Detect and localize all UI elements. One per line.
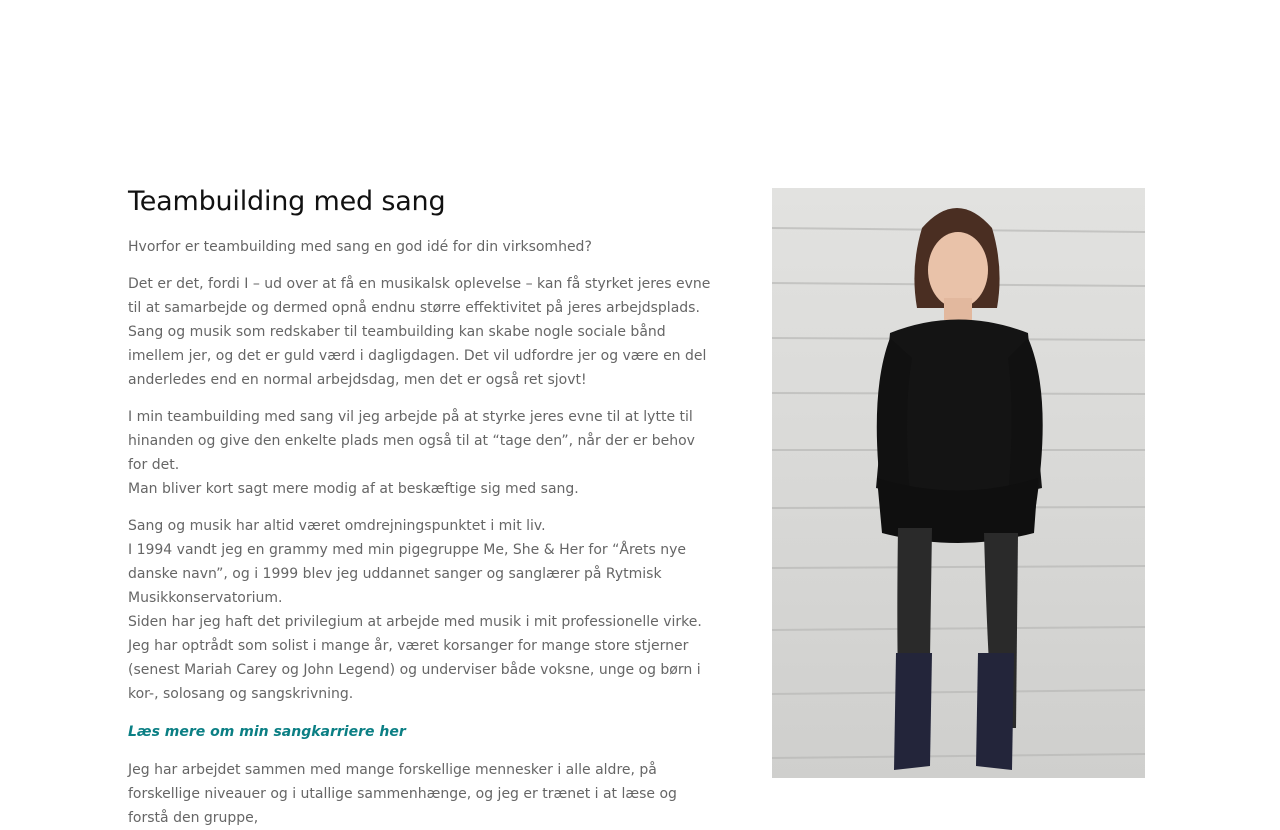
header-area bbox=[0, 0, 1280, 150]
portrait-photo bbox=[772, 188, 1145, 778]
paragraph-text: Sang og musik har altid været omdrejningspunktet i mit liv. bbox=[128, 518, 546, 534]
paragraph-text: Sang og musik som redskaber til teambuilding kan skabe nogle sociale bånd imellem jer, og det er guld værd i dagligdagen. Det vil udfordre jer og være en del anderledes end en normal arbejdsdag, men det er også ret sjovt! bbox=[128, 324, 707, 388]
paragraph-benefits bbox=[128, 272, 718, 392]
intro-question: Hvorfor er teambuilding med sang en god idé for din virksomhed? bbox=[128, 239, 592, 255]
paragraph-text: Siden har jeg haft det privilegium at arbejde med musik i mit professionelle virke. Jeg har optrådt som solist i mange år, været korsanger for mange store stjerner (senest Mariah Carey og John Legend) og underviser både voksne, unge og børn i kor-, solosang og sangskrivning. bbox=[128, 614, 702, 702]
paragraph-experience: Jeg har arbejdet sammen med mange forskellige mennesker i alle aldre, på forskellige niveauer og i utallige sammenhænge, og jeg er trænet i at læse og forstå den gruppe, bbox=[128, 762, 677, 826]
paragraph-text: Man bliver kort sagt mere modig af at beskæftige sig med sang. bbox=[128, 481, 579, 497]
paragraph-method bbox=[128, 405, 718, 501]
paragraph-text: I min teambuilding med sang vil jeg arbejde på at styrke jeres evne til at lytte til hinanden og give den enkelte plads men også til at “tage den”, når der er behov for det. bbox=[128, 409, 695, 473]
main-content bbox=[128, 180, 718, 830]
paragraph-text: I 1994 vandt jeg en grammy med min pigegruppe Me, She & Her for “Årets nye danske navn”, og i 1999 blev jeg uddannet sanger og sanglærer på Rytmisk Musikkonservatorium. bbox=[128, 542, 687, 606]
paragraph-text: Det er det, fordi I – ud over at få en musikalsk oplevelse – kan få styrket jeres evne til at samarbejde og dermed opnå endnu større effektivitet på jeres arbejdsplads. bbox=[128, 276, 711, 316]
career-link[interactable]: Læs mere om min sangkarriere her bbox=[128, 724, 406, 740]
paragraph-biography bbox=[128, 514, 718, 706]
portrait-photo-illustration bbox=[772, 188, 1145, 778]
page-title: Teambuilding med sang bbox=[128, 186, 446, 217]
